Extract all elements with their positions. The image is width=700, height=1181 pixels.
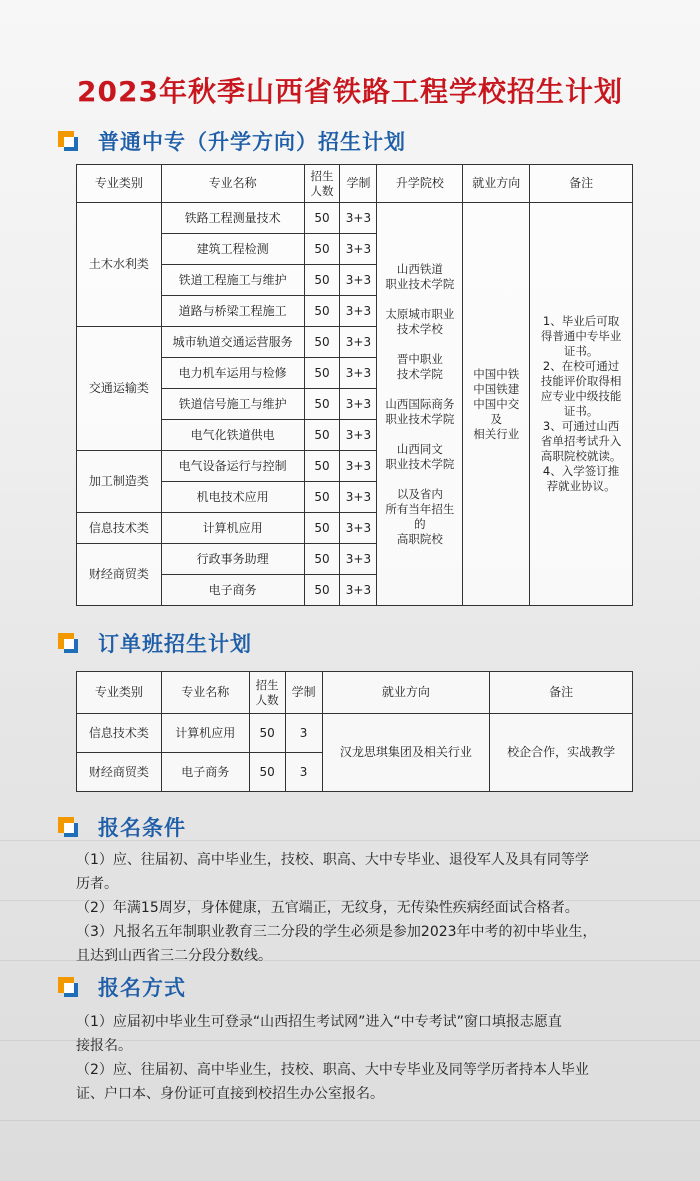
header-cell: 专业类别	[77, 672, 162, 714]
duration-cell: 3+3	[340, 513, 377, 544]
count-cell: 50	[304, 327, 340, 358]
section-title: 报名方式	[98, 976, 186, 1000]
count-cell: 50	[304, 358, 340, 389]
count-cell: 50	[249, 753, 285, 792]
category-cell: 信息技术类	[77, 513, 162, 544]
header-cell: 备注	[490, 672, 633, 714]
count-cell: 50	[304, 451, 340, 482]
duration-cell: 3+3	[340, 420, 377, 451]
header-cell: 学制	[285, 672, 322, 714]
header-cell: 招生 人数	[249, 672, 285, 714]
count-cell: 50	[304, 389, 340, 420]
major-cell: 铁道工程施工与维护	[161, 265, 304, 296]
remarks-cell: 校企合作，实战教学	[490, 714, 633, 792]
section-heading-1	[58, 126, 406, 156]
major-cell: 城市轨道交通运营服务	[161, 327, 304, 358]
duration-cell: 3+3	[340, 358, 377, 389]
list-item: （2）年满15周岁，身体健康，五官端正，无纹身，无传染性疾病经面试合格者。	[76, 900, 579, 916]
duration-cell: 3+3	[340, 389, 377, 420]
section-title: 报名条件	[98, 816, 186, 840]
major-cell: 建筑工程检测	[161, 234, 304, 265]
square-bullet-icon	[58, 633, 78, 653]
major-cell: 铁道信号施工与维护	[161, 389, 304, 420]
application-list	[76, 1010, 646, 1106]
major-cell: 铁路工程测量技术	[161, 203, 304, 234]
category-cell: 财经商贸类	[77, 544, 162, 606]
header-cell: 专业名称	[161, 165, 304, 203]
header-cell: 就业方向	[322, 672, 490, 714]
count-cell: 50	[304, 265, 340, 296]
duration-cell: 3+3	[340, 575, 377, 606]
major-cell: 机电技术应用	[161, 482, 304, 513]
enrollment-table-2	[76, 671, 633, 792]
section-heading-3	[58, 812, 186, 842]
duration-cell: 3	[285, 714, 322, 753]
enrollment-table-1	[76, 164, 633, 606]
count-cell: 50	[304, 575, 340, 606]
header-cell: 招生 人数	[304, 165, 340, 203]
duration-cell: 3+3	[340, 234, 377, 265]
major-cell: 计算机应用	[161, 714, 249, 753]
duration-cell: 3+3	[340, 296, 377, 327]
duration-cell: 3+3	[340, 451, 377, 482]
section-title: 订单班招生计划	[98, 632, 252, 656]
major-cell: 电子商务	[161, 753, 249, 792]
category-cell: 财经商贸类	[77, 753, 162, 792]
list-item: （1）应届初中毕业生可登录“山西招生考试网”进入“中专考试”窗口填报志愿直 接报名。	[76, 1014, 562, 1054]
requirements-list	[76, 848, 646, 968]
page-title: 2023年秋季山西省铁路工程学校招生计划	[77, 75, 623, 108]
count-cell: 50	[304, 544, 340, 575]
header-cell: 就业方向	[463, 165, 530, 203]
duration-cell: 3+3	[340, 327, 377, 358]
count-cell: 50	[304, 296, 340, 327]
list-item: （3）凡报名五年制职业教育三二分段的学生必须是参加2023年中考的初中毕业生， 且达到山西省三二分段分数线。	[76, 924, 597, 964]
schools-cell: 山西铁道 职业技术学院 太原城市职业 技术学校 晋中职业 技术学院 山西国际商务 职业技术学院 山西同文 职业技术学院 以及省内 所有当年招生 的 高职院校	[377, 203, 463, 606]
major-cell: 电子商务	[161, 575, 304, 606]
header-cell: 专业名称	[161, 672, 249, 714]
section-heading-2	[58, 628, 252, 658]
duration-cell: 3	[285, 753, 322, 792]
count-cell: 50	[304, 513, 340, 544]
duration-cell: 3+3	[340, 203, 377, 234]
major-cell: 计算机应用	[161, 513, 304, 544]
duration-cell: 3+3	[340, 482, 377, 513]
count-cell: 50	[304, 203, 340, 234]
duration-cell: 3+3	[340, 265, 377, 296]
section-title: 普通中专（升学方向）招生计划	[98, 130, 406, 154]
header-cell: 学制	[340, 165, 377, 203]
count-cell: 50	[304, 234, 340, 265]
header-cell: 升学院校	[377, 165, 463, 203]
square-bullet-icon	[58, 817, 78, 837]
major-cell: 电气设备运行与控制	[161, 451, 304, 482]
header-cell: 备注	[530, 165, 633, 203]
employment-cell: 中国中铁 中国铁建 中国中交 及 相关行业	[463, 203, 530, 606]
category-cell: 加工制造类	[77, 451, 162, 513]
major-cell: 电力机车运用与检修	[161, 358, 304, 389]
header-cell: 专业类别	[77, 165, 162, 203]
count-cell: 50	[249, 714, 285, 753]
major-cell: 道路与桥梁工程施工	[161, 296, 304, 327]
list-item: （1）应、往届初、高中毕业生，技校、职高、大中专毕业、退役军人及具有同等学 历者。	[76, 852, 589, 892]
section-heading-4	[58, 972, 186, 1002]
major-cell: 行政事务助理	[161, 544, 304, 575]
category-cell: 交通运输类	[77, 327, 162, 451]
employment-cell: 汉龙思琪集团及相关行业	[322, 714, 490, 792]
table-row	[77, 203, 633, 234]
count-cell: 50	[304, 482, 340, 513]
square-bullet-icon	[58, 131, 78, 151]
table-row	[77, 714, 633, 753]
table-header-row	[77, 672, 633, 714]
category-cell: 土木水利类	[77, 203, 162, 327]
square-bullet-icon	[58, 977, 78, 997]
table-header-row	[77, 165, 633, 203]
remarks-cell: 1、毕业后可取 得普通中专毕业 证书。 2、在校可通过 技能评价取得相 应专业中级技能 证书。 3、可通过山西 省单招考试升入 高职院校就读。 4、入学签订推 荐就业协议。	[530, 203, 633, 606]
category-cell: 信息技术类	[77, 714, 162, 753]
count-cell: 50	[304, 420, 340, 451]
major-cell: 电气化铁道供电	[161, 420, 304, 451]
duration-cell: 3+3	[340, 544, 377, 575]
list-item: （2）应、往届初、高中毕业生，技校、职高、大中专毕业及同等学历者持本人毕业 证、户口本、身份证可直接到校招生办公室报名。	[76, 1062, 589, 1102]
